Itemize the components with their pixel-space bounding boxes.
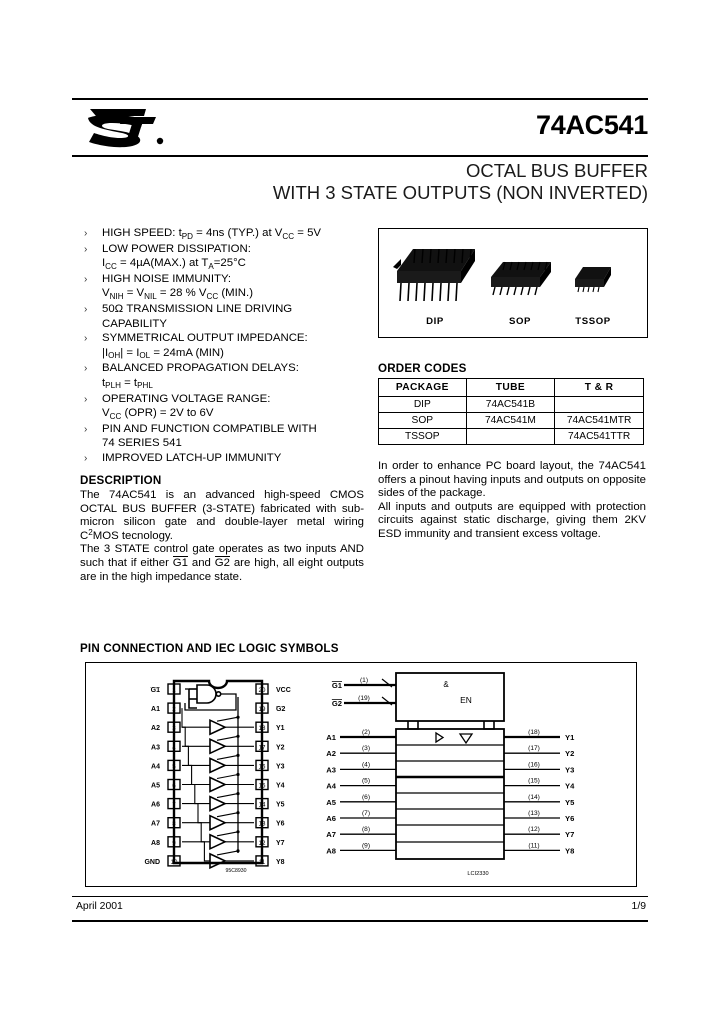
pin-number: 11	[258, 858, 266, 866]
order-cell-tr	[555, 397, 644, 413]
iec-output-label: Y1	[565, 733, 575, 742]
pin-label: Y1	[276, 725, 285, 733]
pin-number: 10	[170, 858, 178, 866]
pin-diagrams	[86, 663, 634, 884]
dip-left-pin	[151, 780, 180, 790]
input-wire	[182, 823, 210, 842]
feature-item	[80, 331, 370, 361]
iec-output-label: Y6	[565, 814, 575, 823]
pin-number: 5	[172, 763, 176, 771]
order-cell-tube	[466, 429, 555, 445]
and-symbol: &	[443, 680, 449, 689]
enable-wire	[217, 736, 238, 740]
pin-number: 17	[258, 744, 266, 752]
iec-input-pin-number: (8)	[361, 826, 371, 834]
title-line-1: OCTAL BUS BUFFER	[466, 160, 648, 181]
feature-line: PIN AND FUNCTION COMPATIBLE WITH	[102, 422, 317, 435]
table-row	[379, 413, 644, 429]
buffer-triangle-icon	[210, 835, 225, 849]
iec-output-pin-number: (11)	[528, 842, 540, 850]
input-wire	[182, 746, 210, 765]
sop-label: SOP	[508, 316, 532, 327]
input-wire	[182, 765, 210, 784]
feature-line: 74 SERIES 541	[102, 437, 182, 450]
dip-reference-code: 95C8930	[225, 868, 247, 874]
bullet-icon: ›	[84, 228, 88, 239]
pin-label: Y5	[276, 801, 285, 809]
junction-dot	[236, 811, 239, 814]
iec-input-row	[326, 810, 396, 823]
iec-output-pin-number: (18)	[528, 729, 540, 736]
tristate-triangle-icon	[460, 734, 472, 743]
pin-label: Y2	[276, 744, 285, 752]
pin-label: Y8	[276, 858, 285, 866]
order-cell-tube: 74AC541M	[466, 413, 555, 429]
dip-left-pin	[151, 837, 180, 847]
bullet-icon: ›	[84, 423, 88, 435]
junction-dot	[236, 773, 239, 776]
right-paragraph-2: All inputs and outputs are equipped with protection circuits against static discharge, giving them 2KV ESD immunity and transient excess voltage.	[378, 500, 646, 540]
enable-wire	[217, 755, 238, 759]
iec-input-label: A2	[326, 749, 336, 759]
enable-wire	[217, 775, 238, 779]
feature-item	[80, 242, 370, 272]
iec-output-pin-number: (17)	[528, 745, 540, 753]
iec-output-pin-number: (15)	[528, 777, 540, 785]
iec-input-pin-number: (7)	[361, 810, 371, 817]
junction-dot	[236, 830, 239, 833]
feature-item	[80, 392, 370, 422]
iec-input-row	[326, 778, 396, 791]
pin-number: 7	[172, 801, 176, 809]
description-paragraph-2: The 3 STATE control gate operates as two inputs AND such that if either G1 and G2 are high, all eight outputs are in the high impedance state.	[80, 543, 364, 583]
dip-right-pin	[256, 856, 285, 866]
table-row	[379, 397, 644, 413]
enable-wire	[217, 794, 238, 798]
feature-line: LOW POWER DISSIPATION:	[102, 242, 251, 255]
pin-connection-heading: PIN CONNECTION AND IEC LOGIC SYMBOLS	[80, 642, 339, 655]
feature-line: $|I_{OH}| = I_{OL} = 24mA$ (MIN)	[102, 346, 224, 361]
pin-number: 13	[258, 820, 266, 828]
iec-input-row	[326, 761, 396, 774]
buffer-triangle-icon	[210, 778, 225, 792]
feature-item	[80, 422, 370, 451]
pin-number: 16	[258, 763, 266, 771]
pin-number: 8	[172, 820, 176, 828]
tssop-label: TSSOP	[575, 316, 611, 327]
buffer-triangle-icon	[210, 739, 225, 753]
enable-wire	[217, 813, 238, 817]
pin-label: A4	[151, 763, 160, 771]
iec-output-row	[504, 842, 574, 855]
dip-right-pin	[256, 741, 285, 751]
dip-left-pin	[151, 684, 180, 694]
column-header-tube: TUBE	[466, 379, 555, 397]
junction-dot	[236, 716, 239, 719]
pin-number: 12	[258, 839, 266, 847]
iec-output-row	[504, 826, 574, 839]
iec-output-row	[504, 778, 575, 791]
dip-right-pin	[256, 703, 285, 713]
feature-item	[80, 226, 370, 242]
bullet-icon: ›	[84, 363, 88, 375]
part-number: 74AC541	[536, 110, 648, 140]
en-symbol: EN	[460, 695, 472, 705]
feature-line: CAPABILITY	[102, 317, 167, 330]
iec-output-label: Y5	[565, 797, 575, 807]
bullet-icon: ›	[84, 273, 88, 285]
iec-output-label: Y2	[565, 749, 575, 759]
tssop-package-drawing	[575, 267, 611, 292]
iec-output-row	[504, 745, 574, 758]
sop-package-drawing	[491, 262, 551, 295]
header-mid-rule	[72, 155, 648, 157]
pin-label: A7	[151, 820, 160, 828]
junction-dot	[236, 754, 239, 757]
pin-number: 4	[172, 744, 176, 752]
enable-wire	[217, 851, 238, 855]
bullet-icon: ›	[84, 303, 88, 315]
iec-output-pin-number: (13)	[528, 810, 540, 817]
feature-item	[80, 361, 370, 391]
pin-number: 19	[258, 706, 266, 714]
iec-output-row	[504, 810, 574, 823]
pin-label: G2	[276, 706, 286, 714]
iec-input-label: A8	[326, 846, 336, 856]
iec-input-pin-number: (2)	[361, 729, 371, 736]
dip-pinout-diagram	[144, 681, 290, 868]
iec-output-row	[504, 761, 574, 774]
feature-line: 50Ω TRANSMISSION LINE DRIVING	[102, 302, 293, 315]
iec-control-pin-number: (1)	[359, 677, 369, 684]
features-list	[80, 226, 370, 466]
feature-line: HIGH NOISE IMMUNITY:	[102, 272, 232, 285]
buffer-triangle-icon	[436, 733, 443, 742]
order-cell-tr: 74AC541TTR	[555, 429, 644, 445]
input-wire	[182, 804, 210, 823]
feature-line: OPERATING VOLTAGE RANGE:	[102, 392, 271, 405]
description-heading: DESCRIPTION	[80, 474, 162, 487]
feature-line: SYMMETRICAL OUTPUT IMPEDANCE:	[102, 332, 308, 345]
package-drawings	[379, 229, 645, 335]
iec-control-pin-number: (19)	[358, 695, 370, 702]
iec-input-label: A6	[326, 814, 336, 823]
description-paragraph-1: The 74AC541 is an advanced high-speed CMOS OCTAL BUS BUFFER (3-STATE) fabricated with sub-micron silicon gate and double-layer metal wiring $C^2MOS$ tecnology.	[80, 489, 364, 542]
pin-label: VCC	[276, 687, 291, 694]
pin-label: A3	[151, 744, 160, 752]
pin-label: A1	[151, 706, 160, 714]
iec-logic-symbol	[326, 673, 575, 859]
dip-right-pin	[256, 837, 285, 847]
column-header-package: PACKAGE	[379, 379, 467, 397]
iec-output-label: Y7	[565, 830, 575, 840]
order-cell-tube: 74AC541B	[466, 397, 555, 413]
feature-line: $V_{CC}$ (OPR) = 2V to 6V	[102, 407, 214, 421]
pin-label: A8	[151, 839, 160, 847]
dip-right-pin	[256, 780, 285, 790]
pin-label: G1	[150, 687, 160, 694]
column-header-tr: T & R	[555, 379, 644, 397]
buffer-triangle-icon	[210, 816, 225, 830]
pin-label: A6	[151, 801, 160, 809]
iec-input-row	[326, 729, 396, 742]
footer-bottom-rule	[72, 920, 648, 922]
feature-line: BALANCED PROPAGATION DELAYS:	[102, 362, 299, 375]
iec-input-row	[326, 826, 396, 839]
pin-label: Y7	[276, 839, 285, 847]
dip-left-pin	[151, 818, 180, 828]
pin-connection-box	[85, 662, 637, 887]
feature-item	[80, 302, 370, 331]
feature-line: $t_{PLH} = t_{PHL}$	[102, 376, 153, 391]
pin-number: 1	[172, 687, 176, 694]
iec-input-row	[326, 794, 396, 807]
order-cell-package: TSSOP	[379, 429, 467, 445]
dip-left-pin	[151, 703, 180, 713]
bullet-icon: ›	[84, 243, 88, 255]
junction-dot	[236, 792, 239, 795]
dip-right-pin	[256, 799, 285, 809]
iec-input-pin-number: (5)	[361, 777, 371, 785]
iec-output-label: Y8	[565, 846, 575, 856]
footer-top-rule	[72, 896, 648, 897]
buffer-triangle-icon	[210, 758, 225, 772]
pin-label: A5	[151, 782, 160, 790]
iec-input-label: A7	[326, 830, 336, 840]
header-top-rule	[72, 98, 648, 100]
pin-number: 2	[172, 706, 176, 714]
order-cell-package: DIP	[379, 397, 467, 413]
iec-output-row	[504, 794, 575, 807]
footer-page-number: 1/9	[631, 901, 646, 912]
junction-dot	[236, 735, 239, 738]
dip-label: DIP	[426, 316, 444, 327]
footer-date: April 2001	[76, 901, 123, 912]
input-wire	[182, 708, 210, 727]
feature-item	[80, 272, 370, 302]
dip-right-pin	[256, 760, 285, 770]
order-codes-table	[378, 378, 644, 445]
iec-output-pin-number: (16)	[528, 761, 540, 769]
pin-number: 15	[258, 782, 266, 790]
iec-input-row	[326, 842, 396, 855]
bullet-icon: ›	[84, 452, 88, 464]
pin-label: Y6	[276, 820, 285, 828]
dip-left-pin	[151, 722, 180, 732]
dip-left-pin	[151, 799, 180, 809]
order-cell-package: SOP	[379, 413, 467, 429]
right-column-text	[378, 460, 646, 542]
buffer-triangle-icon	[210, 720, 225, 734]
table-row	[379, 429, 644, 445]
pin-label: Y3	[276, 763, 285, 771]
feature-line: $I_{CC} = 4\mu A(MAX.)$ at $T_A=25^\circ C$	[102, 257, 246, 271]
pin-number: 20	[258, 687, 266, 694]
feature-line: IMPROVED LATCH-UP IMMUNITY	[102, 451, 282, 464]
iec-input-pin-number: (6)	[361, 793, 371, 801]
input-wire	[182, 727, 210, 746]
enable-wire	[217, 832, 238, 836]
feature-line: HIGH SPEED: $t_{PD} = 4ns$ (TYP.) at $V_{CC} = 5V$	[102, 227, 322, 241]
enable-wire	[217, 717, 238, 721]
st-logo	[86, 105, 172, 149]
pin-label: A2	[151, 725, 160, 733]
iec-input-label: A1	[326, 733, 336, 742]
iec-input-pin-number: (4)	[361, 761, 371, 769]
pin-number: 14	[258, 801, 266, 809]
dip-package-drawing	[393, 249, 475, 301]
dip-right-pin	[256, 818, 285, 828]
iec-control-label: G1	[331, 681, 342, 690]
right-paragraph-1: In order to enhance PC board layout, the 74AC541 offers a pinout having inputs and outputs on opposite sides of the package.	[378, 460, 646, 500]
bullet-icon: ›	[84, 333, 88, 345]
dip-left-pin	[151, 741, 180, 751]
pin-number: 3	[172, 725, 176, 733]
pin-number: 18	[258, 725, 266, 733]
iec-input-pin-number: (9)	[361, 842, 371, 850]
dip-right-pin	[256, 722, 285, 732]
feature-line: $V_{NIH} = V_{NIL} = 28$ % $V_{CC}$ (MIN.)	[102, 287, 253, 301]
description-body	[80, 489, 364, 584]
pin-number: 9	[172, 839, 176, 847]
iec-output-label: Y4	[565, 781, 575, 791]
page-title	[72, 160, 648, 204]
iec-control-label: G2	[331, 699, 342, 708]
input-wire	[182, 785, 210, 804]
buffer-triangle-icon	[210, 797, 225, 811]
iec-output-pin-number: (12)	[528, 826, 540, 834]
iec-output-pin-number: (14)	[528, 793, 540, 801]
iec-input-label: A4	[326, 781, 336, 791]
table-header-row	[379, 379, 644, 397]
pin-number: 6	[172, 782, 176, 790]
pin-label: GND	[144, 858, 160, 866]
bullet-icon: ›	[84, 393, 88, 405]
buffer-triangle-icon	[210, 854, 225, 868]
input-wire	[182, 842, 210, 861]
order-cell-tr: 74AC541MTR	[555, 413, 644, 429]
title-line-2: WITH 3 STATE OUTPUTS (NON INVERTED)	[272, 182, 648, 203]
package-illustration-box	[378, 228, 648, 338]
order-codes-title: ORDER CODES	[378, 362, 467, 375]
iec-reference-code: LCI2330	[467, 871, 489, 877]
feature-item	[80, 451, 370, 466]
iec-input-label: A3	[326, 765, 336, 775]
iec-output-label: Y3	[565, 765, 575, 775]
junction-dot	[236, 849, 239, 852]
iec-output-row	[504, 729, 575, 742]
dip-left-pin	[151, 760, 180, 770]
pin-label: Y4	[276, 782, 285, 790]
iec-input-label: A5	[326, 797, 336, 807]
iec-input-row	[326, 745, 396, 758]
iec-input-pin-number: (3)	[361, 745, 371, 753]
tristate-buffer	[182, 708, 254, 734]
